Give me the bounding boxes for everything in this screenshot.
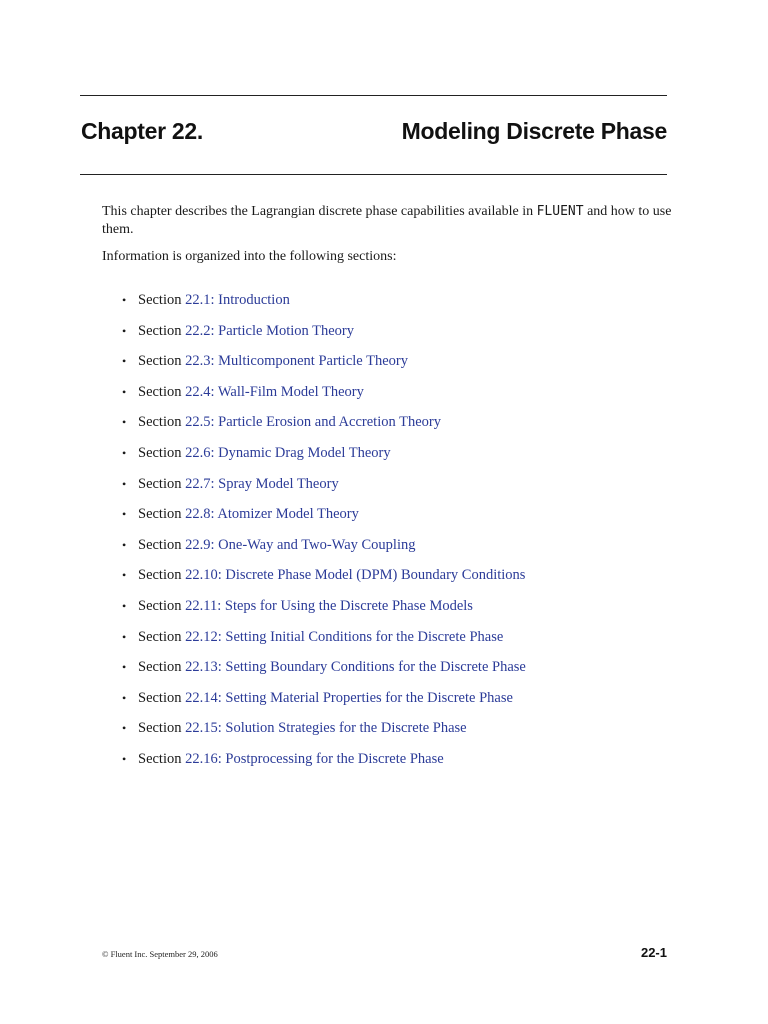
section-title: Postprocessing for the Discrete Phase	[225, 750, 444, 767]
section-link-22-10[interactable]: 22.10: Discrete Phase Model (DPM) Boundary Conditions	[185, 567, 526, 584]
section-link-22-2[interactable]: 22.2: Particle Motion Theory	[185, 322, 355, 339]
chapter-title: Modeling Discrete Phase	[401, 118, 667, 144]
section-title: Setting Initial Conditions for the Discrete Phase	[225, 628, 504, 645]
section-link-22-7[interactable]: 22.7: Spray Model Theory	[185, 475, 339, 492]
section-prefix: Section	[138, 444, 182, 461]
section-link-22-5[interactable]: 22.5: Particle Erosion and Accretion Theory	[185, 414, 441, 431]
section-link-22-1[interactable]: 22.1: Introduction	[185, 292, 290, 308]
bullet: •	[122, 721, 127, 736]
intro-organization: Information is organized into the following sections:	[102, 249, 397, 264]
section-prefix: Section	[138, 322, 182, 339]
bullet: •	[122, 476, 127, 491]
section-prefix: Section	[138, 689, 182, 706]
chapter-header	[81, 118, 667, 150]
list-item	[122, 656, 682, 687]
section-link-22-3[interactable]: 22.3: Multicomponent Particle Theory	[185, 353, 408, 370]
section-number: 22.9	[185, 536, 211, 553]
section-title: Setting Boundary Conditions for the Discrete Phase	[225, 659, 526, 676]
section-title: Setting Material Properties for the Discrete Phase	[225, 689, 513, 706]
section-link-22-13[interactable]: 22.13: Setting Boundary Conditions for the Discrete Phase	[185, 659, 526, 676]
list-item	[122, 350, 682, 381]
section-number: 22.16	[185, 750, 218, 767]
section-number: 22.1	[185, 292, 211, 308]
section-link-22-9[interactable]: 22.9: One-Way and Two-Way Coupling	[185, 536, 416, 553]
chapter-label: Chapter 22.	[81, 118, 203, 144]
section-number: 22.8	[185, 506, 211, 523]
bullet: •	[122, 384, 127, 399]
list-item	[122, 289, 682, 320]
bullet: •	[122, 507, 127, 522]
section-number: 22.6	[185, 444, 211, 461]
bullet: •	[122, 537, 127, 552]
footer-copyright: © Fluent Inc. September 29, 2006	[102, 949, 218, 959]
section-title: Steps for Using the Discrete Phase Models	[224, 597, 473, 614]
bullet: •	[122, 751, 127, 766]
section-list	[122, 289, 682, 779]
section-prefix: Section	[138, 750, 182, 767]
bullet: •	[122, 568, 127, 583]
intro-line1-end: and how to use them.	[102, 204, 672, 237]
section-number: 22.14	[185, 689, 218, 706]
section-prefix: Section	[138, 292, 182, 308]
section-link-22-4[interactable]: 22.4: Wall-Film Model Theory	[185, 383, 364, 400]
bullet: •	[122, 598, 127, 613]
section-link-22-8[interactable]: 22.8: Atomizer Model Theory	[185, 506, 359, 523]
list-item	[122, 626, 682, 657]
section-number: 22.11	[185, 597, 218, 614]
section-title: One-Way and Two-Way Coupling	[218, 536, 416, 553]
section-link-22-16[interactable]: 22.16: Postprocessing for the Discrete Phase	[185, 750, 444, 767]
list-item	[122, 595, 682, 626]
section-title: Discrete Phase Model (DPM) Boundary Conditions	[225, 567, 526, 584]
section-prefix: Section	[138, 475, 182, 492]
list-item	[122, 503, 682, 534]
section-link-22-15[interactable]: 22.15: Solution Strategies for the Discrete Phase	[185, 720, 467, 737]
intro-text	[102, 203, 672, 266]
section-link-22-11[interactable]: 22.11: Steps for Using the Discrete Phase Models	[185, 597, 473, 614]
section-number: 22.7	[185, 475, 211, 492]
header-bottom-rule	[80, 174, 667, 175]
list-item	[122, 687, 682, 718]
section-prefix: Section	[138, 720, 182, 737]
section-title: Atomizer Model Theory	[217, 506, 359, 523]
section-link-22-6[interactable]: 22.6: Dynamic Drag Model Theory	[185, 444, 391, 461]
section-prefix: Section	[138, 414, 182, 431]
intro-line1: This chapter describes the Lagrangian discrete phase capabilities available in	[102, 204, 534, 219]
bullet: •	[122, 660, 127, 675]
list-item	[122, 748, 682, 779]
list-item	[122, 411, 682, 442]
section-prefix: Section	[138, 506, 182, 523]
section-number: 22.3	[185, 353, 211, 370]
page-number: 22-1	[640, 945, 667, 960]
section-title: Dynamic Drag Model Theory	[218, 444, 391, 461]
section-number: 22.10	[185, 567, 218, 584]
section-title: Wall-Film Model Theory	[217, 383, 364, 400]
section-prefix: Section	[138, 353, 182, 370]
section-prefix: Section	[138, 659, 182, 676]
bullet: •	[122, 323, 127, 338]
product-name: FLUENT	[536, 204, 584, 219]
section-title: Spray Model Theory	[218, 475, 339, 492]
section-title: Introduction	[218, 292, 290, 308]
section-number: 22.12	[185, 628, 218, 645]
bullet: •	[122, 690, 127, 705]
list-item	[122, 320, 682, 351]
bullet: •	[122, 415, 127, 430]
section-title: Multicomponent Particle Theory	[218, 353, 408, 370]
section-link-22-14[interactable]: 22.14: Setting Material Properties for the Discrete Phase	[185, 689, 513, 706]
bullet: •	[122, 629, 127, 644]
list-item	[122, 442, 682, 473]
bullet: •	[122, 445, 127, 460]
section-prefix: Section	[138, 628, 182, 645]
list-item	[122, 564, 682, 595]
section-title: Particle Motion Theory	[218, 322, 355, 339]
list-item	[122, 381, 682, 412]
list-item	[122, 717, 682, 748]
section-number: 22.2	[185, 322, 211, 339]
section-prefix: Section	[138, 597, 182, 614]
section-title: Particle Erosion and Accretion Theory	[218, 414, 441, 431]
section-prefix: Section	[138, 383, 182, 400]
section-number: 22.15	[185, 720, 218, 737]
section-prefix: Section	[138, 536, 182, 553]
section-link-22-12[interactable]: 22.12: Setting Initial Conditions for the Discrete Phase	[185, 628, 504, 645]
bullet: •	[122, 354, 127, 369]
section-number: 22.4	[185, 383, 211, 400]
list-item	[122, 473, 682, 504]
section-number: 22.13	[185, 659, 218, 676]
section-prefix: Section	[138, 567, 182, 584]
intro-paragraph	[102, 203, 672, 239]
section-title: Solution Strategies for the Discrete Phase	[225, 720, 467, 737]
bullet: •	[122, 293, 127, 307]
header-top-rule	[80, 95, 667, 96]
list-item	[122, 534, 682, 565]
section-number: 22.5	[185, 414, 211, 431]
